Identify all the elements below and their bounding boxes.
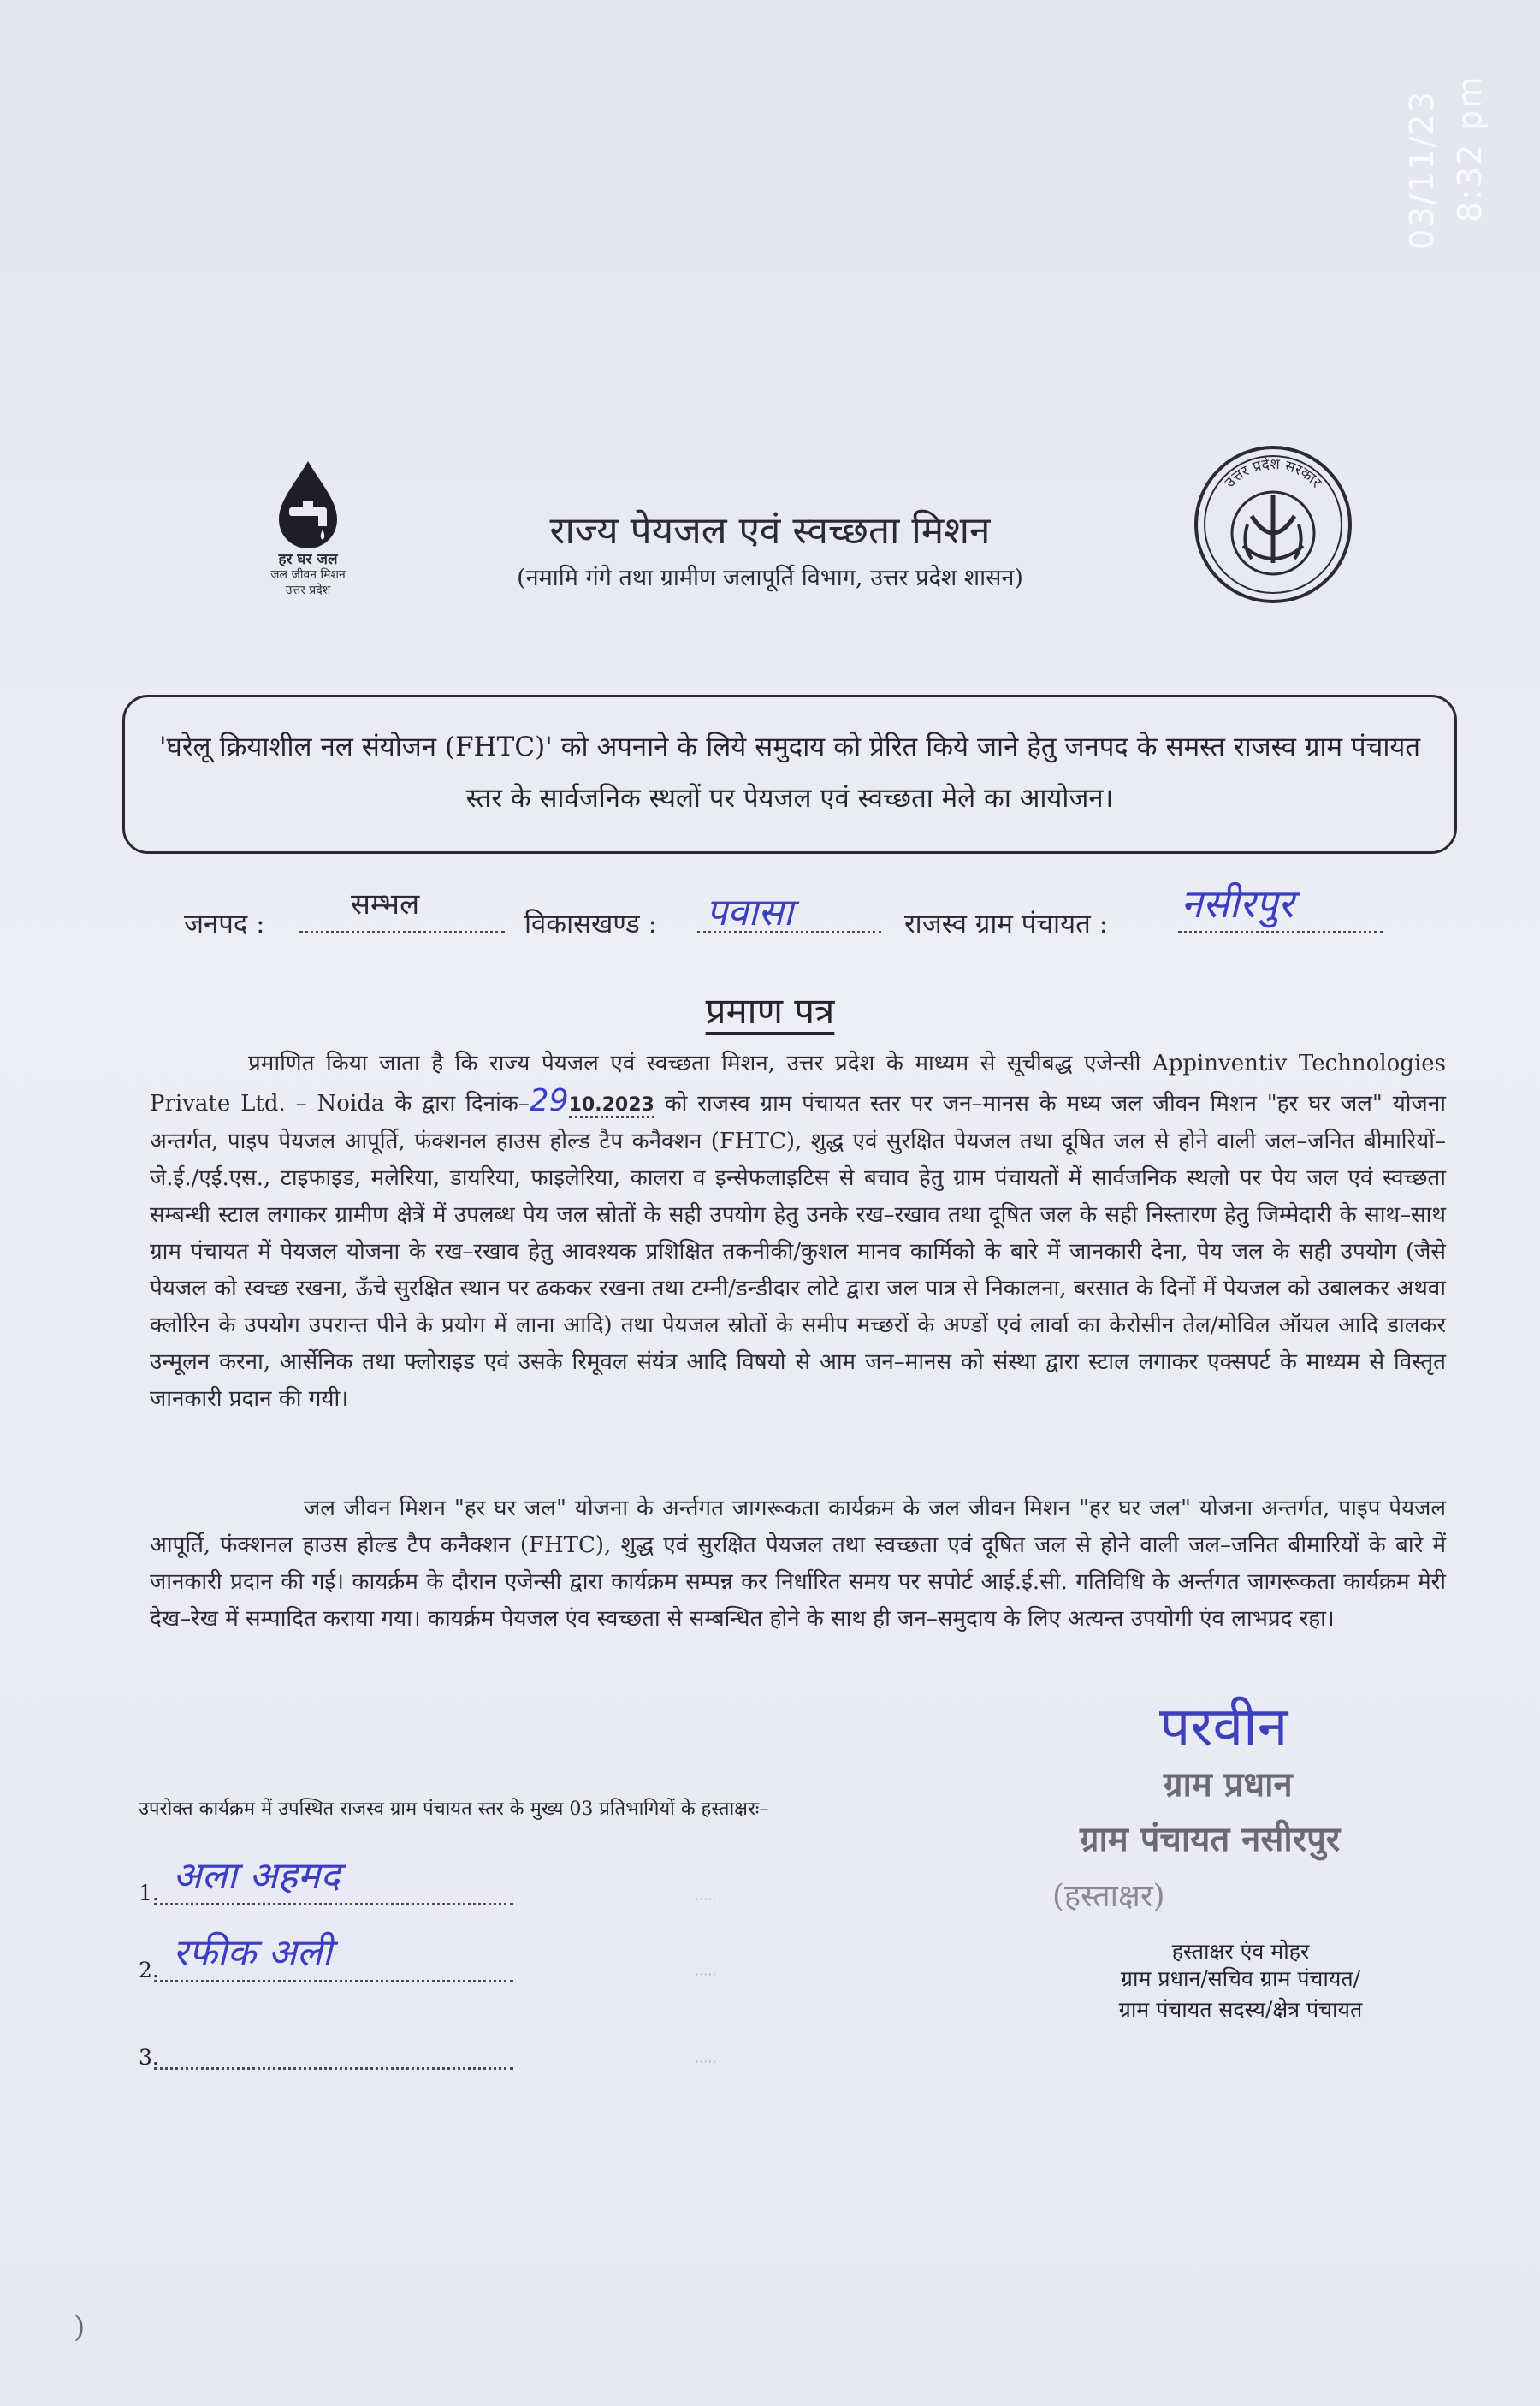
certificate-title: प्रमाण पत्र <box>705 990 835 1032</box>
faint-print-mark: ····· <box>695 1891 717 1907</box>
signature-caption-2: ग्राम प्रधान/सचिव ग्राम पंचायत/ <box>1120 1966 1361 1991</box>
logo-caption-line2: जल जीवन मिशन <box>270 568 346 582</box>
attendee-row <box>139 1854 513 1905</box>
attendee-number: 1. <box>139 1881 159 1905</box>
stamp-line-2: ग्राम पंचायत नसीरपुर <box>1080 1819 1341 1859</box>
logo-caption-line1: हर घर जल <box>278 551 338 568</box>
certificate-paragraph-1 <box>150 1046 1446 1418</box>
janpad-label: जनपद : <box>184 909 265 939</box>
vikaskhand-value: पवासा <box>706 891 793 934</box>
svg-text:उत्तर प्रदेश सरकार <box>1222 455 1325 492</box>
photo-timestamp <box>1403 51 1497 257</box>
vikaskhand-label: विकासखण्ड : <box>524 909 658 939</box>
page-title: राज्य पेयजल एवं स्वच्छता मिशन <box>549 509 991 553</box>
stamp-line-3: (हस्ताक्षर) <box>1052 1879 1165 1914</box>
date-printed: 10.2023 <box>569 1094 654 1118</box>
para1-start: प्रमाणित किया जाता है कि राज्य पेयजल एवं स्वच्छता मिशन, उत्तर प्रदेश के माध्यम से सूचीबद्ध एजेन्सी Appinventiv Technologies Private Ltd. – Noida के द्वारा दिनांक– <box>150 1051 1446 1117</box>
attendee-row <box>139 2045 513 2070</box>
janpad-value: सम्भल <box>351 887 420 922</box>
panchayat-label: राजस्व ग्राम पंचायत : <box>904 909 1109 939</box>
up-government-seal <box>1192 443 1354 606</box>
attendee-signature-line <box>154 2047 513 2070</box>
date-day-handwritten: 29 <box>529 1083 569 1118</box>
panchayat-value: नसीरपुर <box>1181 880 1294 927</box>
emblem-icon <box>1192 443 1354 606</box>
attendee-row <box>139 1931 513 1982</box>
logo-caption-line3: उत्तर प्रदेश <box>285 584 331 597</box>
attendee-number: 2. <box>139 1958 159 1982</box>
timestamp-time: 8:32 pm <box>1451 74 1489 222</box>
timestamp-date: 03/11/23 <box>1403 90 1441 250</box>
certificate-paragraph-2: जल जीवन मिशन "हर घर जल" योजना के अर्न्तगत जागरूकता कार्यक्रम के जल जीवन मिशन "हर घर जल" योजना अन्तर्गत, पाइप पेयजल आपूर्ति, फंक्शनल हाउस होल्ड टैप कनैक्शन (FHTC), शुद्ध एवं सुरक्षित पेयजल तथा स्वच्छता एवं दूषित जल से होने वाली जल–जनित बीमारियों के बारे में जानकारी प्रदान की गई। कायर्क्रम के दौरान एजेन्सी द्वारा कार्यक्रम सम्पन्न कर निर्धारित समय पर सपोर्ट आई.ई.सी. गतिविधि के अर्न्तगत जागरूकता कार्यक्रम मेरी देख–रेख में सम्पादित कराया गया। कायर्क्रम पेयजल एंव स्वच्छता से सम्बन्धित होने के साथ ही जन–समुदाय के लिए अत्यन्त उपयोगी एंव लाभप्रद रहा। <box>150 1496 1446 1632</box>
faint-print-mark: ····· <box>695 1966 717 1982</box>
boxed-notice: 'घरेलू क्रियाशील नल संयोजन (FHTC)' को अपनाने के लिये समुदाय को प्रेरित किये जाने हेतु जनपद के समस्त राजस्व ग्राम पंचायत स्तर के सार्वजनिक स्थलों पर पेयजल एवं स्वच्छता मेले का आयोजन। <box>122 695 1457 854</box>
signature-caption-3: ग्राम पंचायत सदस्य/क्षेत्र पंचायत <box>1118 1997 1363 2022</box>
pradhan-signature: परवीन <box>1159 1696 1288 1759</box>
attendee-signature: रफीक अली <box>173 1931 332 1975</box>
attendee-signature: अला अहमद <box>173 1854 341 1898</box>
page-subtitle: (नमामि गंगे तथा ग्रामीण जलापूर्ति विभाग, उत्तर प्रदेश शासन) <box>517 565 1023 591</box>
faint-print-mark: ····· <box>695 2053 717 2070</box>
para1-rest: को राजस्व ग्राम पंचायत स्तर पर जन–मानस के मध्य जल जीवन मिशन "हर घर जल" योजना अन्तर्गत, पाइप पेयजल आपूर्ति, फंक्शनल हाउस होल्ड टैप कनैक्शन (FHTC), शुद्ध एवं सुरक्षित पेयजल तथा दूषित जल से होने वाली जल–जनित बीमारियों–जे.ई./एई.एस., टाइफाइड, मलेरिया, डायरिया, फाइलेरिया, कालरा व इन्सेफलाइटिस से बचाव हेतु ग्राम पंचायतों में सार्वजनिक स्थलो पर पेय जल एवं स्वच्छता सम्बन्धी स्टाल लगाकर ग्रामीण क्षेत्रें में उपलब्ध पेय जल स्रोतों के सही उपयोग हेतु उनके रख–रखाव तथा दूषित जल के सही निस्तारण हेतु जिम्मेदारी के साथ–साथ ग्राम पंचायत में पेयजल योजना के रख–रखाव हेतु आवश्यक प्रशिक्षित तकनीकी/कुशल मानव कार्मिको के बारे में जानकारी देना, पेय जल के सही उपयोग (जैसे पेयजल को स्वच्छ रखना, ऊँचे सुरक्षित स्थान पर ढककर रखना तथा टम्नी/डन्डीदार लोटे द्वारा जल पात्र से निकालना, बरसात के दिनों में पेयजल को उबालकर अथवा क्लोरिन के उपयोग उपरान्त पीने के प्रयोग में लाना आदि) तथा पेयजल स्रोतों के समीप मच्छरों के अण्डों एवं लार्वा का केरोसीन तेल/मोविल ऑयल आदि डालकर उन्मूलन करना, आर्सेनिक तथा फ्लोराइड एवं उसके रिमूवल संयंत्र आदि विषयो से आम जन–मानस को संस्था द्वारा स्टाल लगाकर एक्सपर्ट के माध्यम से विस्तृत जानकारी प्रदान की गयी। <box>150 1091 1446 1412</box>
seal-text: उत्तर प्रदेश सरकार <box>1221 455 1325 492</box>
attendee-number: 3. <box>139 2045 159 2070</box>
stamp-line-1: ग्राम प्रधान <box>1164 1764 1293 1804</box>
signature-caption-1: हस्ताक्षर एंव मोहर <box>1171 1939 1310 1964</box>
attendees-heading: उपरोक्त कार्यक्रम में उपस्थित राजस्व ग्राम पंचायत स्तर के मुख्य 03 प्रतिभागियों के हस्ताक्षरः– <box>139 1799 769 1820</box>
margin-mark: ) <box>74 2310 86 2344</box>
